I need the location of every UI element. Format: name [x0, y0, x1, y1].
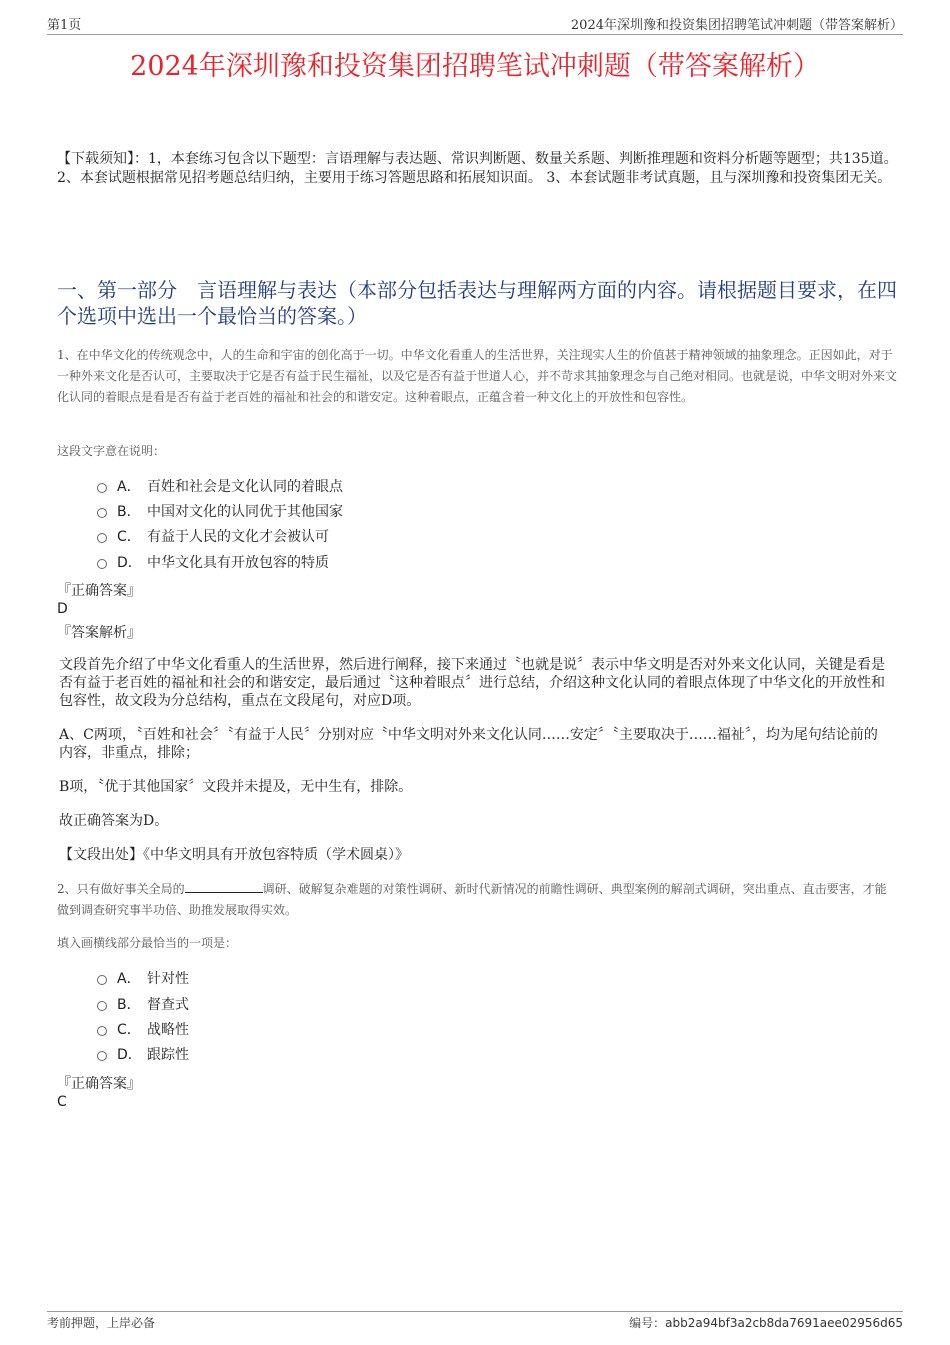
- analysis-paragraph-2: A、C两项，〝百姓和社会〞〝有益于人民〞分别对应〝中华文明对外来文化认同……安定〞〝主要取决于……福祉〞，均为尾句结论前的内容，非重点，排除；: [59, 727, 878, 761]
- section-title: 一、第一部分 言语理解与表达（本部分包括表达与理解两方面的内容。请根据题目要求，在四个选项中选出一个最恰当的答案。）: [57, 278, 897, 328]
- analysis-source: 【文段出处】《中华文明具有开放包容特质（学术圆桌）》: [59, 847, 409, 863]
- radio-icon[interactable]: [97, 1026, 107, 1036]
- option-text: 中国对文化的认同优于其他国家: [147, 504, 343, 520]
- question-1-option-b[interactable]: [97, 501, 343, 521]
- question-2-text-before: 2、只有做好事关全局的: [57, 882, 185, 896]
- analysis-paragraph-3: B项，〝优于其他国家〞文段并未提及，无中生有，排除。: [59, 779, 413, 795]
- option-letter: D．: [117, 555, 142, 571]
- radio-icon[interactable]: [97, 1001, 107, 1011]
- question-1-prompt: 这段文字意在说明：: [57, 444, 166, 458]
- question-2-option-d[interactable]: [97, 1044, 189, 1064]
- fill-blank: [185, 880, 263, 893]
- radio-icon[interactable]: [97, 533, 107, 543]
- radio-icon[interactable]: [97, 508, 107, 518]
- question-2-option-b[interactable]: [97, 994, 189, 1014]
- radio-icon[interactable]: [97, 559, 107, 569]
- option-letter: C．: [117, 1022, 141, 1038]
- question-1-analysis-label: 『答案解析』: [57, 625, 141, 641]
- option-letter: B．: [117, 997, 141, 1013]
- radio-icon[interactable]: [97, 975, 107, 985]
- question-2-answer-label: 『正确答案』: [57, 1076, 141, 1092]
- option-text: 战略性: [147, 1022, 189, 1038]
- option-text: 中华文化具有开放包容的特质: [147, 555, 329, 571]
- header-page-number: 第1页: [47, 18, 82, 33]
- footer-code-value: abb2a94bf3a2cb8da7691aee02956d65: [665, 1316, 903, 1330]
- footer-code-label: 编号：: [629, 1316, 666, 1330]
- question-1-option-a[interactable]: [97, 476, 343, 496]
- footer-slogan: 考前押题，上岸必备: [47, 1316, 156, 1330]
- question-2-text-after: 调研、破解复杂难题的对策性调研、新时代新情况的前瞻性调研、典型案例的解剖式调研，突出重点、直击要害，才能做到调查研究事半功倍、助推发展取得实效。: [57, 882, 887, 917]
- question-2-text: [57, 879, 897, 921]
- option-letter: B．: [117, 504, 141, 520]
- question-1-answer-label: 『正确答案』: [57, 583, 141, 599]
- question-1-option-d[interactable]: [97, 552, 329, 572]
- analysis-paragraph-1: 文段首先介绍了中华文化看重人的生活世界，然后进行阐释，接下来通过〝也就是说〞表示中华文明是否对外来文化认同，关键是看是否有益于老百姓的福祉和社会的和谐安定，最后通过〝这种着眼点〞进行总结，介绍这种文化认同的着眼点体现了中华文化的开放性和包容性，故文段为分总结构，重点在文段尾句，对应D项。: [59, 657, 885, 709]
- footer-code: [629, 1314, 903, 1331]
- question-1-text: 1、在中华文化的传统观念中，人的生命和宇宙的创化高于一切。中华文化看重人的生活世界，关注现实人生的价值甚于精神领域的抽象理念。正因如此，对于一种外来文化是否认可，主要取决于它是否有益于民生福祉，以及它是否有益于世道人心，并不苛求其抽象理念与自己绝对相同。也就是说，中华文明对外来文化认同的着眼点是看是否有益于老百姓的福祉和社会的和谐安定。这种着眼点，正蕴含着一种文化上的开放性和包容性。: [57, 348, 898, 404]
- question-2-option-c[interactable]: [97, 1019, 189, 1039]
- footer-divider: [47, 1311, 903, 1312]
- radio-icon[interactable]: [97, 1051, 107, 1061]
- page-title: 2024年深圳豫和投资集团招聘笔试冲刺题（带答案解析）: [130, 51, 820, 82]
- option-letter: A．: [117, 479, 141, 495]
- question-2-answer: C: [57, 1094, 67, 1110]
- question-1-option-c[interactable]: [97, 526, 329, 546]
- question-2-option-a[interactable]: [97, 968, 189, 988]
- option-letter: C．: [117, 529, 141, 545]
- header-divider: [47, 34, 903, 35]
- option-text: 跟踪性: [147, 1047, 189, 1063]
- analysis-paragraph-4: 故正确答案为D。: [59, 813, 169, 829]
- option-letter: A．: [117, 971, 141, 987]
- option-text: 有益于人民的文化才会被认可: [147, 529, 329, 545]
- option-letter: D．: [117, 1047, 142, 1063]
- download-notice: 【下载须知】：1，本套练习包含以下题型：言语理解与表达题、常识判断题、数量关系题、判断推理题和资料分析题等题型；共135道。 2、本套试题根据常见招考题总结归纳，主要用于练习答题思路和拓展知识面。 3、本套试题非考试真题，且与深圳豫和投资集团无关。: [57, 151, 898, 186]
- option-text: 百姓和社会是文化认同的着眼点: [147, 479, 343, 495]
- option-text: 针对性: [147, 971, 189, 987]
- header-doc-title: 2024年深圳豫和投资集团招聘笔试冲刺题（带答案解析）: [570, 18, 903, 33]
- radio-icon[interactable]: [97, 483, 107, 493]
- question-1-answer: D: [57, 601, 68, 617]
- question-2-prompt: 填入画横线部分最恰当的一项是：: [57, 936, 238, 950]
- option-text: 督查式: [147, 997, 189, 1013]
